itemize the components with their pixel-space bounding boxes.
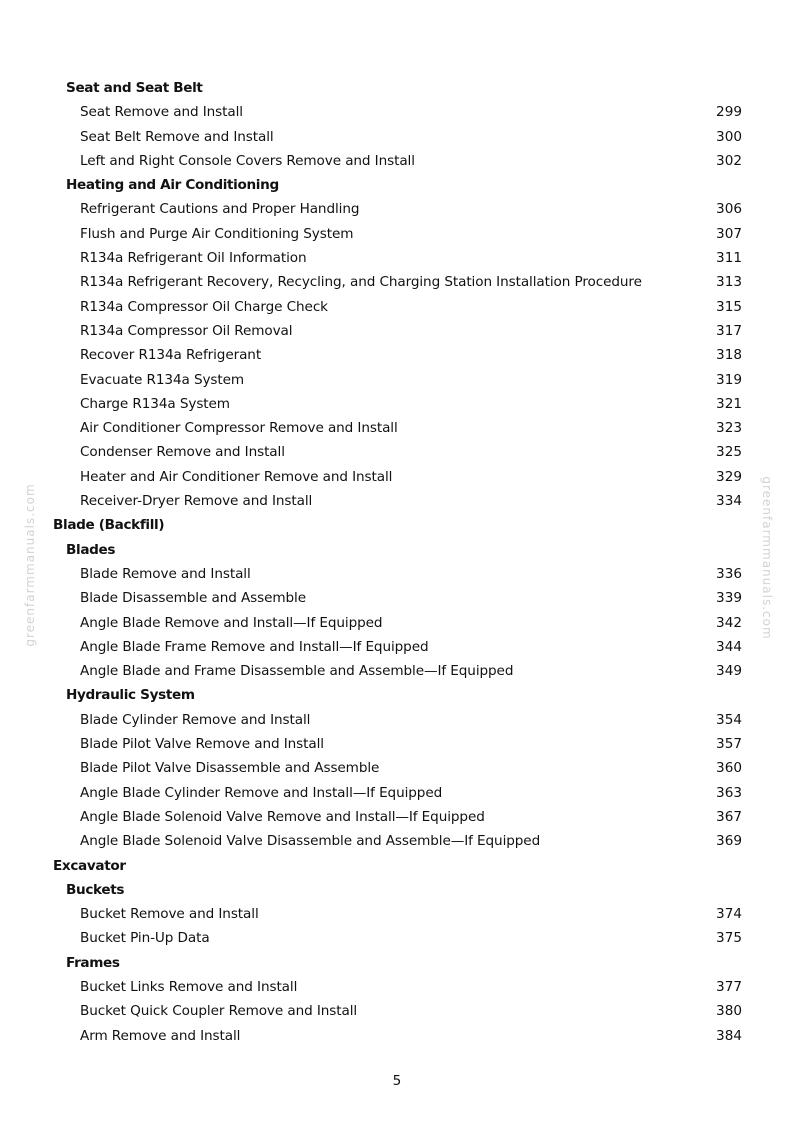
toc-entry-title: Seat Belt Remove and Install bbox=[80, 128, 274, 145]
toc-entry[interactable] bbox=[0, 295, 794, 319]
toc-section-heading[interactable] bbox=[0, 878, 794, 902]
toc-entry[interactable] bbox=[0, 270, 794, 294]
toc-entry-title: Seat and Seat Belt bbox=[66, 80, 203, 96]
toc-entry[interactable] bbox=[0, 926, 794, 950]
toc-entry-title: Angle Blade Frame Remove and Install—If Equipped bbox=[80, 638, 429, 655]
toc-entry-title: Blade Pilot Valve Disassemble and Assemble bbox=[80, 760, 380, 777]
toc-entry-page: 336 bbox=[716, 565, 742, 582]
toc-entry-page: 349 bbox=[716, 663, 742, 680]
toc-entry-page: 354 bbox=[716, 711, 742, 728]
toc-entry[interactable] bbox=[0, 708, 794, 732]
watermark-left: greenfarmmanuals.com bbox=[23, 483, 37, 647]
toc-entry-page: 360 bbox=[716, 760, 742, 777]
toc-entry-page: 319 bbox=[716, 371, 742, 388]
toc-entry-page: 321 bbox=[716, 395, 742, 412]
toc-entry[interactable] bbox=[0, 319, 794, 343]
toc-entry[interactable] bbox=[0, 489, 794, 513]
toc-entry-page: 342 bbox=[716, 614, 742, 631]
toc-entry-page: 369 bbox=[716, 833, 742, 850]
toc-entry[interactable] bbox=[0, 149, 794, 173]
toc-entry-page: 313 bbox=[716, 274, 742, 291]
toc-entry-page: 375 bbox=[716, 930, 742, 947]
toc-entry[interactable] bbox=[0, 756, 794, 780]
toc-entry-title: Blade Pilot Valve Remove and Install bbox=[80, 736, 324, 753]
toc-entry[interactable] bbox=[0, 781, 794, 805]
page-number: 5 bbox=[392, 1073, 402, 1089]
toc-entry-page: 325 bbox=[716, 444, 742, 461]
toc-entry-page: 311 bbox=[716, 250, 742, 267]
toc-entry[interactable] bbox=[0, 659, 794, 683]
toc-entry[interactable] bbox=[0, 368, 794, 392]
toc-entry-page: 306 bbox=[716, 201, 742, 218]
toc-entry-page: 299 bbox=[716, 104, 742, 121]
toc-entry-title: Excavator bbox=[53, 857, 126, 874]
toc-entry-title: Bucket Links Remove and Install bbox=[80, 978, 298, 995]
toc-entry-title: Blades bbox=[66, 541, 116, 558]
toc-entry[interactable] bbox=[0, 999, 794, 1023]
toc-entry-title: Angle Blade Cylinder Remove and Install—If Equipped bbox=[80, 784, 443, 801]
toc-entry[interactable] bbox=[0, 465, 794, 489]
toc-entry[interactable] bbox=[0, 197, 794, 221]
toc-entry[interactable] bbox=[0, 805, 794, 829]
toc-entry-title: Receiver-Dryer Remove and Install bbox=[80, 493, 313, 510]
toc-entry[interactable] bbox=[0, 562, 794, 586]
toc-entry-title: Angle Blade Solenoid Valve Disassemble and Assemble—If Equipped bbox=[80, 833, 541, 850]
toc-entry[interactable] bbox=[0, 586, 794, 610]
toc-entry-title: Left and Right Console Covers Remove and Install bbox=[80, 152, 415, 169]
toc-entry-title: Heating and Air Conditioning bbox=[66, 177, 279, 194]
toc-entry-title: Blade Remove and Install bbox=[80, 565, 251, 582]
toc-entry-title: R134a Compressor Oil Removal bbox=[80, 322, 293, 339]
toc-entry-page: 300 bbox=[716, 128, 742, 145]
toc-entry-page: 339 bbox=[716, 590, 742, 607]
toc-entry-title: Bucket Quick Coupler Remove and Install bbox=[80, 1003, 358, 1020]
toc-entry-page: 344 bbox=[716, 638, 742, 655]
toc-entry-page: 374 bbox=[716, 906, 742, 923]
toc-section-heading[interactable] bbox=[0, 538, 794, 562]
toc-entry[interactable] bbox=[0, 902, 794, 926]
toc-section-heading[interactable] bbox=[0, 76, 794, 100]
toc-entry-page: 323 bbox=[716, 420, 742, 437]
toc-entry-page: 357 bbox=[716, 736, 742, 753]
toc-entry-title: Blade Cylinder Remove and Install bbox=[80, 711, 311, 728]
toc-entry-title: Angle Blade Solenoid Valve Remove and Install—If Equipped bbox=[80, 808, 485, 825]
toc-entry-title: R134a Refrigerant Recovery, Recycling, and Charging Station Installation Procedure bbox=[80, 274, 642, 291]
toc-entry-title: Recover R134a Refrigerant bbox=[80, 347, 262, 364]
toc-entry-page: 318 bbox=[716, 347, 742, 364]
toc-entry[interactable] bbox=[0, 440, 794, 464]
toc-entry-page: 334 bbox=[716, 493, 742, 510]
toc-entry-title: Evacuate R134a System bbox=[80, 371, 245, 388]
toc-entry[interactable] bbox=[0, 829, 794, 853]
toc-entry-page: 307 bbox=[716, 225, 742, 242]
toc-section-heading[interactable] bbox=[0, 854, 794, 878]
toc-entry[interactable] bbox=[0, 100, 794, 124]
toc-entry-page: 329 bbox=[716, 468, 742, 485]
toc-entry-title: Angle Blade and Frame Disassemble and Assemble—If Equipped bbox=[80, 663, 514, 680]
toc-entry-page: 363 bbox=[716, 784, 742, 801]
toc-entry-title: Hydraulic System bbox=[66, 687, 195, 704]
toc-entry-title: Heater and Air Conditioner Remove and Install bbox=[80, 468, 393, 485]
toc-section-heading[interactable] bbox=[0, 513, 794, 537]
table-of-contents bbox=[0, 76, 794, 1048]
toc-entry-page: 380 bbox=[716, 1003, 742, 1020]
toc-entry-page: 302 bbox=[716, 152, 742, 169]
toc-entry-page: 317 bbox=[716, 322, 742, 339]
toc-entry[interactable] bbox=[0, 975, 794, 999]
toc-entry-title: Buckets bbox=[66, 881, 125, 898]
toc-entry-title: Bucket Pin-Up Data bbox=[80, 930, 210, 947]
toc-entry[interactable] bbox=[0, 246, 794, 270]
toc-entry-page: 377 bbox=[716, 978, 742, 995]
toc-entry[interactable] bbox=[0, 222, 794, 246]
toc-entry-title: Frames bbox=[66, 954, 120, 971]
toc-entry[interactable] bbox=[0, 732, 794, 756]
toc-entry[interactable] bbox=[0, 611, 794, 635]
toc-entry[interactable] bbox=[0, 125, 794, 149]
toc-entry-title: Angle Blade Remove and Install—If Equipped bbox=[80, 614, 383, 631]
toc-entry-title: Flush and Purge Air Conditioning System bbox=[80, 225, 354, 242]
watermark-right: greenfarmmanuals.com bbox=[760, 476, 774, 640]
toc-entry-title: Blade Disassemble and Assemble bbox=[80, 590, 306, 607]
toc-entry-page: 315 bbox=[716, 298, 742, 315]
toc-entry-title: Seat Remove and Install bbox=[80, 104, 243, 121]
toc-entry-title: R134a Compressor Oil Charge Check bbox=[80, 298, 328, 315]
toc-entry-page: 367 bbox=[716, 808, 742, 825]
toc-entry-title: Condenser Remove and Install bbox=[80, 444, 285, 461]
toc-entry-title: Charge R134a System bbox=[80, 395, 230, 412]
toc-entry-title: Refrigerant Cautions and Proper Handling bbox=[80, 201, 360, 218]
toc-entry-page: 384 bbox=[716, 1027, 742, 1044]
toc-entry-title: Bucket Remove and Install bbox=[80, 906, 259, 923]
toc-entry[interactable] bbox=[0, 392, 794, 416]
toc-entry[interactable] bbox=[0, 635, 794, 659]
toc-section-heading[interactable] bbox=[0, 683, 794, 707]
toc-entry[interactable] bbox=[0, 1024, 794, 1048]
toc-entry-title: Air Conditioner Compressor Remove and Install bbox=[80, 420, 398, 437]
toc-entry-title: R134a Refrigerant Oil Information bbox=[80, 250, 307, 267]
toc-entry-title: Blade (Backfill) bbox=[53, 517, 165, 534]
toc-section-heading[interactable] bbox=[0, 951, 794, 975]
toc-section-heading[interactable] bbox=[0, 173, 794, 197]
toc-entry-title: Arm Remove and Install bbox=[80, 1027, 241, 1044]
toc-entry[interactable] bbox=[0, 416, 794, 440]
toc-entry[interactable] bbox=[0, 343, 794, 367]
